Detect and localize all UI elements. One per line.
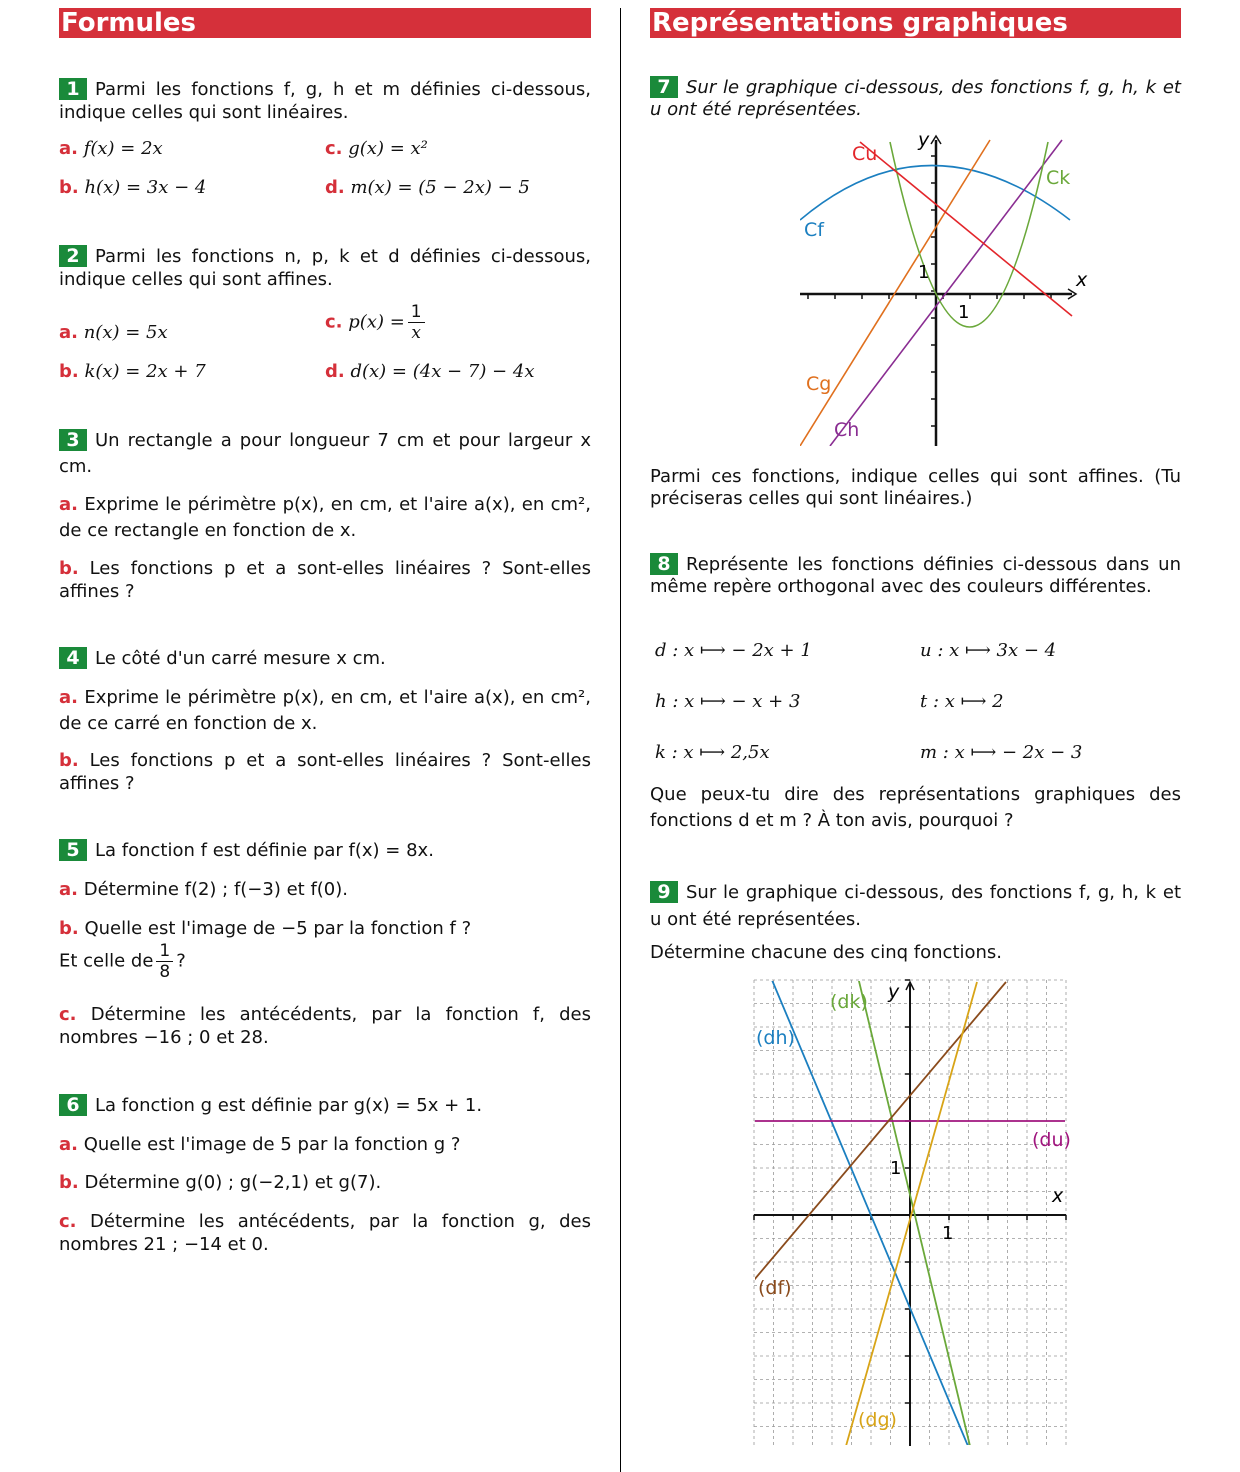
exercise-6-c: c. Détermine les antécédents, par la fonction g, des nombres 21 ; −14 et 0. bbox=[59, 1211, 591, 1255]
left-title-banner: Formules bbox=[59, 8, 591, 38]
axis-y-label: y bbox=[918, 129, 930, 151]
exercise-2-b: b. k(x) = 2x + 7 bbox=[59, 361, 206, 382]
exercise-4-a: a. Exprime le périmètre p(x), en cm, et l'aire a(x), en cm², de ce carré en fonction de x. bbox=[59, 687, 591, 734]
line-dk bbox=[858, 977, 970, 1446]
exercise-number: 9 bbox=[650, 881, 678, 903]
exercise-9-intro: 9 Sur le graphique ci-dessous, des fonctions f, g, h, k et u ont été représentées. bbox=[650, 881, 1181, 930]
function-h: h : x ⟼ − x + 3 bbox=[655, 691, 801, 712]
exercise-8-intro: 8 Représente les fonctions définies ci-dessous dans un même repère orthogonal avec des couleurs différentes. bbox=[650, 553, 1181, 597]
function-t: t : x ⟼ 2 bbox=[920, 691, 1004, 712]
exercise-4-b: b. Les fonctions p et a sont-elles linéaires ? Sont-elles affines ? bbox=[59, 750, 591, 794]
label-cf: Cf bbox=[804, 219, 824, 241]
exercise-number: 3 bbox=[59, 429, 87, 451]
exercise-5-c: c. Détermine les antécédents, par la fonction f, des nombres −16 ; 0 et 28. bbox=[59, 1004, 591, 1048]
exercise-5-a: a. Détermine f(2) ; f(−3) et f(0). bbox=[59, 879, 348, 900]
exercise-number: 8 bbox=[650, 553, 678, 575]
exercise-2-d: d. d(x) = (4x − 7) − 4x bbox=[325, 361, 535, 382]
exercise-1-a: a. f(x) = 2x bbox=[59, 138, 163, 159]
label-ck: Ck bbox=[1046, 167, 1071, 189]
exercise-number: 7 bbox=[650, 76, 678, 98]
column-divider bbox=[620, 8, 621, 1472]
exercise-number: 2 bbox=[59, 245, 87, 267]
label-dg: (dg) bbox=[858, 1409, 897, 1431]
right-title-banner: Représentations graphiques bbox=[650, 8, 1181, 38]
exercise-number: 6 bbox=[59, 1094, 87, 1116]
function-m: m : x ⟼ − 2x − 3 bbox=[920, 742, 1083, 763]
exercise-5-b: b. Quelle est l'image de −5 par la fonction f ? bbox=[59, 918, 472, 939]
exercise-2-intro: 2 Parmi les fonctions n, p, k et d définies ci-dessous, indique celles qui sont affines. bbox=[59, 245, 591, 290]
exercise-4-intro: 4 Le côté d'un carré mesure x cm. bbox=[59, 647, 591, 670]
exercise-9-graph bbox=[754, 980, 1071, 1446]
function-d: d : x ⟼ − 2x + 1 bbox=[655, 640, 812, 661]
axis-x-label: x bbox=[1052, 1185, 1064, 1207]
axis-y-label: y bbox=[888, 981, 900, 1003]
label-ch: Ch bbox=[834, 419, 860, 441]
function-u: u : x ⟼ 3x − 4 bbox=[920, 640, 1057, 661]
exercise-1-b: b. h(x) = 3x − 4 bbox=[59, 177, 207, 198]
label-cu: Cu bbox=[852, 143, 878, 165]
exercise-7-graph bbox=[790, 128, 1090, 450]
exercise-number: 1 bbox=[59, 78, 87, 100]
exercise-1-intro: 1 Parmi les fonctions f, g, h et m définies ci-dessous, indique celles qui sont linéaires. bbox=[59, 78, 591, 123]
tick-x-label: 1 bbox=[942, 1223, 954, 1244]
exercise-1-d: d. m(x) = (5 − 2x) − 5 bbox=[325, 177, 530, 198]
exercise-3-intro: 3 Un rectangle a pour longueur 7 cm et pour largeur x cm. bbox=[59, 429, 591, 477]
tick-y-label: 1 bbox=[918, 262, 930, 283]
label-dk: (dk) bbox=[830, 991, 868, 1013]
tick-y-label: 1 bbox=[890, 1158, 902, 1179]
exercise-6-intro: 6 La fonction g est définie par g(x) = 5x + 1. bbox=[59, 1094, 591, 1117]
exercise-9-question: Détermine chacune des cinq fonctions. bbox=[650, 942, 1003, 963]
exercise-8-question: Que peux-tu dire des représentations graphiques des fonctions d et m ? À ton avis, pourquoi ? bbox=[650, 784, 1181, 831]
axis-x-label: x bbox=[1076, 269, 1088, 291]
label-cg: Cg bbox=[806, 373, 832, 395]
axis-ticks bbox=[808, 156, 1051, 426]
function-k: k : x ⟼ 2,5x bbox=[655, 742, 770, 763]
exercise-number: 5 bbox=[59, 839, 87, 861]
exercise-2-c: c. p(x) = $\frac{1}{x}$ bbox=[325, 302, 428, 343]
label-dh: (dh) bbox=[756, 1027, 795, 1049]
exercise-7-question: Parmi ces fonctions, indique celles qui sont affines. (Tu préciseras celles qui sont linéaires.) bbox=[650, 466, 1181, 509]
label-df: (df) bbox=[758, 1277, 792, 1299]
exercise-3-b: b. Les fonctions p et a sont-elles linéaires ? Sont-elles affines ? bbox=[59, 558, 591, 602]
exercise-6-a: a. Quelle est l'image de 5 par la fonction g ? bbox=[59, 1134, 461, 1155]
exercise-1-c: c. g(x) = x² bbox=[325, 138, 428, 159]
exercise-5-b2: Et celle de $\frac{1}{8}$ ? bbox=[59, 941, 186, 982]
line-dh bbox=[772, 980, 968, 1446]
exercise-7-intro: 7 Sur le graphique ci-dessous, des fonctions f, g, h, k et u ont été représentées. bbox=[650, 76, 1181, 120]
exercise-2-a: a. n(x) = 5x bbox=[59, 322, 168, 343]
exercise-6-b: b. Détermine g(0) ; g(−2,1) et g(7). bbox=[59, 1172, 382, 1193]
exercise-3-a: a. Exprime le périmètre p(x), en cm, et l'aire a(x), en cm², de ce rectangle en fonction de x. bbox=[59, 494, 591, 541]
tick-x-label: 1 bbox=[958, 302, 970, 323]
label-du: (du) bbox=[1032, 1129, 1071, 1151]
exercise-number: 4 bbox=[59, 647, 87, 669]
exercise-5-intro: 5 La fonction f est définie par f(x) = 8x. bbox=[59, 839, 591, 862]
